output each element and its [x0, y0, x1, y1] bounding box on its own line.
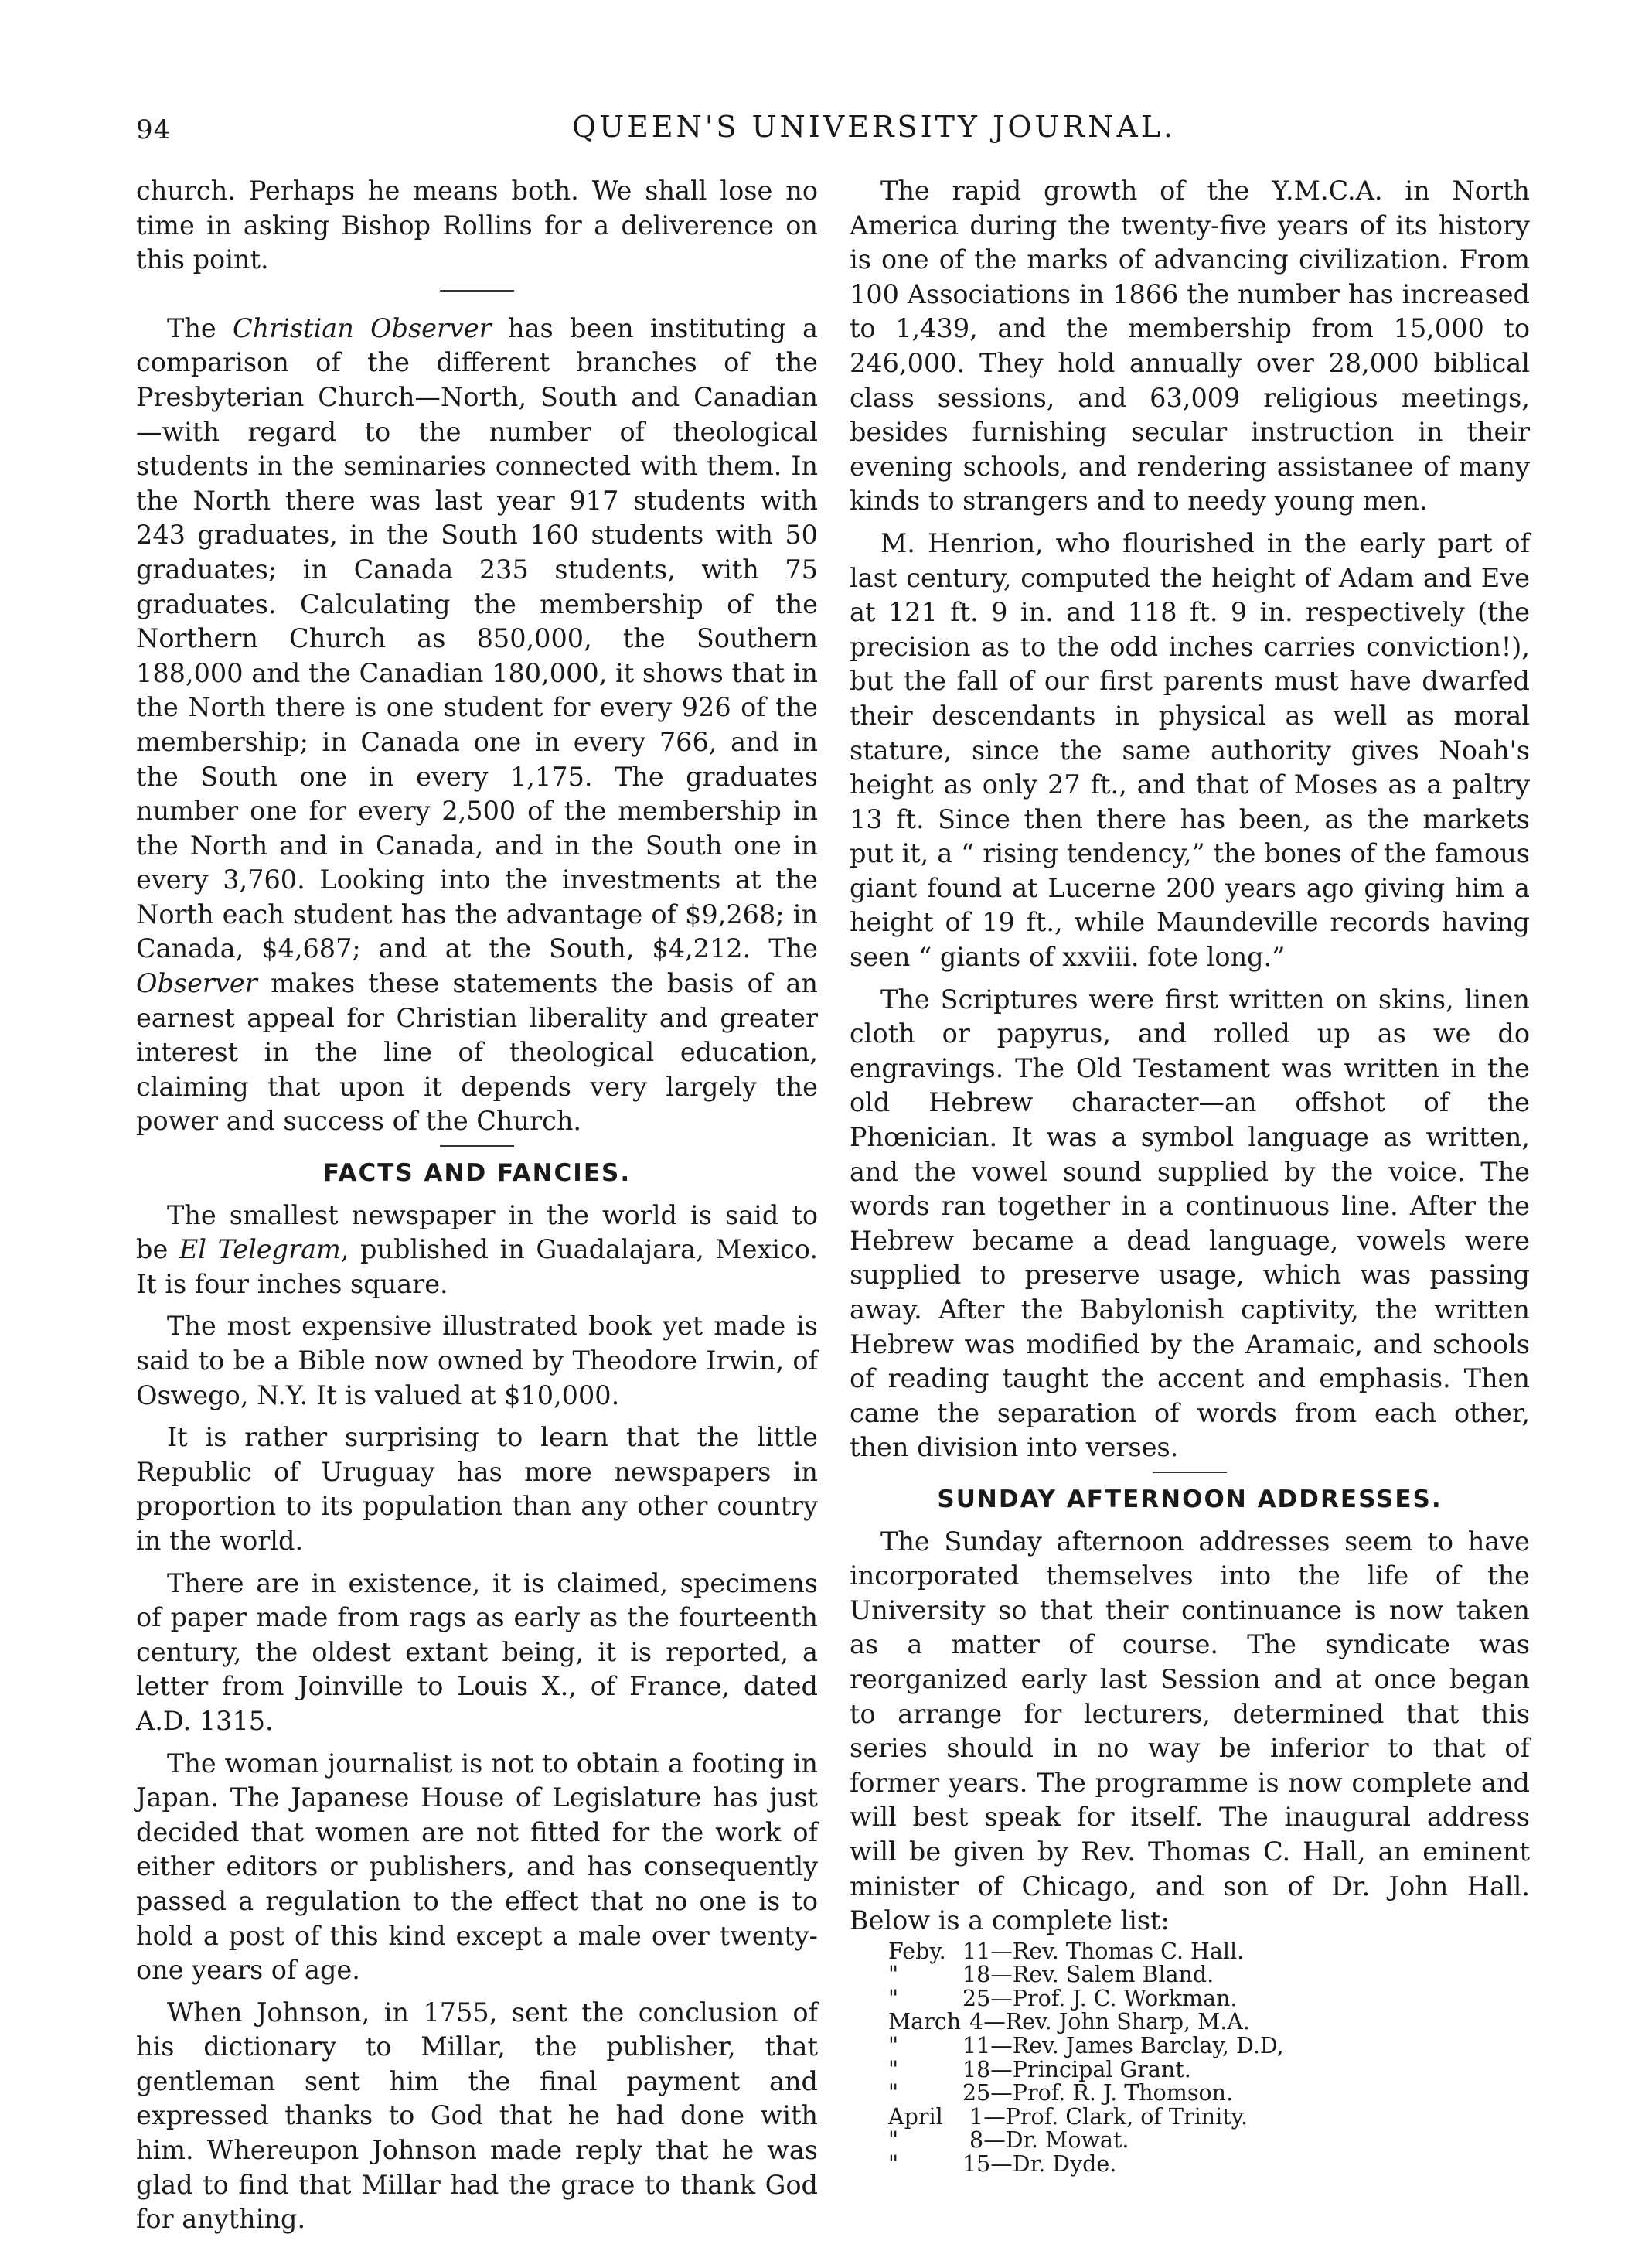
journalist-paragraph: The woman journalist is not to obtain a footing in Japan. The Japanese House of Legislature has just decided that women are not fitted for the work of either editors or publishers, and has consequently passed a regulation to the effect that no one is to hold a post of this kind except a male over twenty-one years of age.: [136, 1748, 818, 1986]
schedule-month: ": [888, 1985, 899, 2011]
schedule-month: ": [888, 1962, 899, 1988]
section-divider: [440, 1145, 514, 1147]
publication-title: Christian Observer: [232, 312, 492, 343]
schedule-entry: 11—Rev. Thomas C. Hall.: [962, 1938, 1245, 1964]
schedule-item: [850, 1963, 1530, 1987]
newspaper-paragraph: [136, 1199, 818, 1302]
text-run: makes these statements the basis of an earnest appeal for Christian liberality and greater interest in the line of theological education, claiming that upon it depends very largely the power and success of the Church.: [136, 968, 818, 1137]
schedule-month: ": [888, 2151, 899, 2178]
schedule-item: [850, 2153, 1530, 2177]
newspaper-title: El Telegram: [179, 1234, 341, 1265]
schedule-entry: 25—Prof. J. C. Workman.: [962, 1985, 1238, 2011]
text-run: , published in Guadalajara, Mexico. It is four inches square.: [136, 1234, 818, 1299]
scriptures-paragraph: The Scriptures were first written on skins, linen cloth or papyrus, and rolled up as we do engravings. The Old Testament was written in the old Hebrew character—an offshot of the Phœnician. It was a symbol language as written, and the vowel sound supplied by the voice. The words ran together in a continuous line. After the Hebrew became a dead language, vowels were supplied to preserve usage, which was passing away. After the Babylonish captivity, the written Hebrew was modified by the Aramaic, and schools of reading taught the accent and emphasis. Then came the separation of words from each other, then division into verses.: [850, 984, 1530, 1463]
schedule-item: [850, 2103, 1530, 2130]
schedule-item: [850, 2011, 1530, 2034]
schedule-month: ": [888, 2033, 899, 2059]
text-run: The: [167, 312, 233, 343]
schedule-month: Feby.: [888, 1938, 946, 1964]
page-number: 94: [136, 114, 172, 145]
text-run: The smallest newspaper in the world is said to be: [136, 1199, 818, 1265]
schedule-entry: 1—Prof. Clark, of Trinity.: [962, 2103, 1248, 2130]
sunday-paragraph: The Sunday afternoon addresses seem to have incorporated themselves into the life of the University so that their continuance is now taken as a matter of course. The syndicate was reorganized early last Session and at once began to arrange for lecturers, determined that this series should in no way be inferior to that of former years. The programme is now complete and will best speak for itself. The inaugural address will be given by Rev. Thomas C. Hall, an eminent minister of Chicago, and son of Dr. John Hall. Below is a complete list:: [850, 1526, 1530, 1936]
facts-and-fancies-heading: FACTS AND FANCIES.: [322, 1159, 632, 1188]
paper-paragraph: There are in existence, it is claimed, specimens of paper made from rags as early as the fourteenth century, the oldest extant being, it is reported, a letter from Joinville to Louis X., of France, dated A.D. 1315.: [136, 1567, 818, 1736]
schedule-month: April: [888, 2103, 943, 2130]
address-schedule: [850, 1940, 1530, 2177]
schedule-item: [850, 2129, 1530, 2153]
schedule-month: ": [888, 2056, 899, 2082]
henrion-paragraph: M. Henrion, who flourished in the early part of last century, computed the height of Adam and Eve at 121 ft. 9 in. and 118 ft. 9 in. respectively (the precision as to the odd inches carries conviction!), but the fall of our first parents must have dwarfed their descendants in physical as well as moral stature, since the same authority gives Noah's height as only 27 ft., and that of Moses as a paltry 13 ft. Since then there has been, as the markets put it, a “ rising tendency,” the bones of the famous giant found at Lucerne 200 years ago giving him a height of 19 ft., while Maundeville records having seen “ giants of xxviii. fote long.”: [850, 527, 1530, 973]
text-run: has been instituting a comparison of the different branches of the Presbyterian Church—North, South and Canadian—with regard to the number of theological students in the seminaries connected with them. In the North there was last year 917 students with 243 graduates, in the South 160 students with 50 graduates; in Canada 235 students, with 75 graduates. Calculating the membership of the Northern Church as 850,000, the Southern 188,000 and the Canadian 180,000, it shows that in the North there is one student for every 926 of the membership; in Canada one in every 766, and in the South one in every 1,175. The graduates number one for every 2,500 of the membership in the North and in Canada, and in the South one in every 3,760. Looking into the investments at the North each student has the advantage of $9,268; in Canada, $4,687; and at the South, $4,212. The: [136, 312, 818, 964]
schedule-entry: 11—Rev. James Barclay, D.D,: [962, 2033, 1284, 2059]
bible-paragraph: The most expensive illustrated book yet made is said to be a Bible now owned by Theodore Irwin, of Oswego, N.Y. It is valued at $10,000.: [136, 1311, 818, 1410]
left-column: [136, 174, 818, 2237]
uruguay-paragraph: It is rather surprising to learn that the little Republic of Uruguay has more newspapers in proportion to its population than any other country in the world.: [136, 1422, 818, 1556]
schedule-item: [850, 1940, 1530, 1964]
schedule-item: [850, 1987, 1530, 2011]
schedule-entry: 8—Dr. Mowat.: [962, 2127, 1129, 2154]
schedule-item: [850, 2034, 1530, 2058]
right-column: [850, 174, 1530, 2177]
sunday-addresses-heading: SUNDAY AFTERNOON ADDRESSES.: [937, 1485, 1443, 1513]
continuation-paragraph: church. Perhaps he means both. We shall lose no time in asking Bishop Rollins for a deliverence on this point.: [136, 176, 818, 275]
johnson-paragraph: When Johnson, in 1755, sent the conclusion of his dictionary to Millar, the publisher, that gentleman sent him the final payment and expressed thanks to God that he had done with him. Whereupon Johnson made reply that he was glad to find that Millar had the grace to thank God for anything.: [136, 1997, 818, 2235]
section-divider: [440, 290, 514, 292]
schedule-month: March: [888, 2009, 962, 2035]
schedule-entry: 25—Prof. R. J. Thomson.: [962, 2080, 1234, 2106]
schedule-month: ": [888, 2127, 899, 2154]
schedule-entry: 15—Dr. Dyde.: [962, 2151, 1117, 2178]
schedule-item: [850, 2082, 1530, 2106]
christian-observer-paragraph: [136, 312, 818, 1139]
ymca-paragraph: The rapid growth of the Y.M.C.A. in North America during the twenty-five years of its history is one of the marks of advancing civilization. From 100 Associations in 1866 the number has increased to 1,439, and the membership from 15,000 to 246,000. They hold annually over 28,000 biblical class sessions, and 63,009 religious meetings, besides furnishing secular instruction in their evening schools, and rendering assistanee of many kinds to strangers and to needy young men.: [850, 176, 1530, 517]
publication-title: Observer: [136, 968, 257, 999]
schedule-entry: 4—Rev. John Sharp, M.A.: [962, 2009, 1250, 2035]
schedule-month: ": [888, 2080, 899, 2106]
running-title: QUEEN'S UNIVERSITY JOURNAL.: [572, 110, 1177, 144]
schedule-item: [850, 2058, 1530, 2082]
schedule-entry: 18—Rev. Salem Bland.: [962, 1962, 1214, 1988]
section-divider: [1153, 1472, 1227, 1473]
schedule-entry: 18—Principal Grant.: [962, 2056, 1191, 2082]
